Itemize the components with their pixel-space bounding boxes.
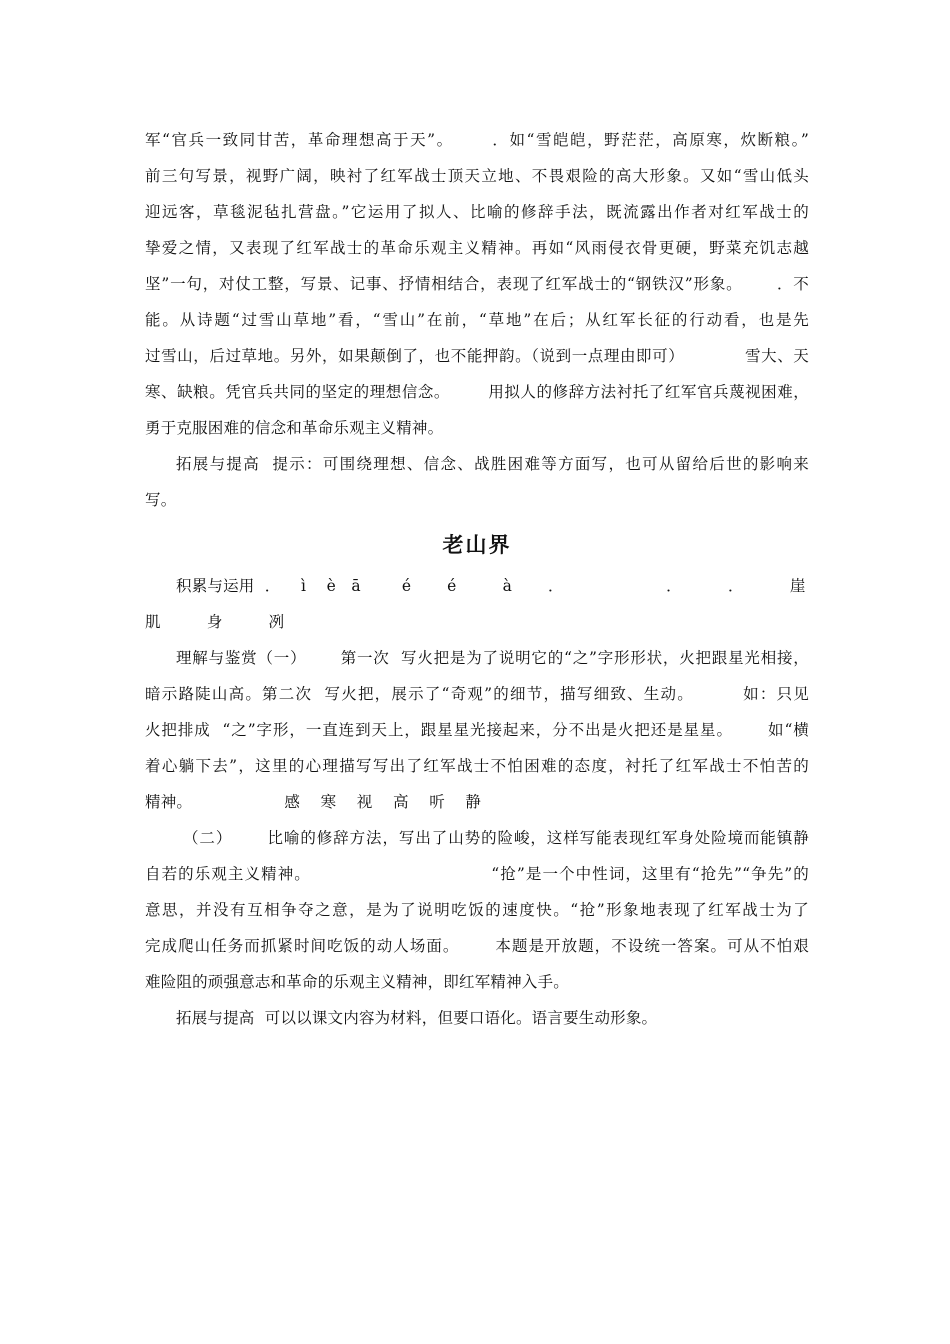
- text-line: 暗示路陡山高。第二次 写火把，展示了“奇观”的细节，描写细致、生动。 如：只见: [145, 685, 809, 703]
- section-2-extension: [145, 1000, 809, 1036]
- text-line: 拓展与提高 提示：可围绕理想、信念、战胜困难等方面写，也可从留给后世的影响来: [176, 455, 809, 473]
- text-line: 坚”一句，对仗工整，写景、记事、抒情相结合，表现了红军战士的“钢铁汉”形象。 ．不: [145, 275, 809, 293]
- text-line: 火把排成 “之”字形，一直连到天上，跟星星光接起来，分不出是火把还是星星。 如“横: [145, 721, 809, 739]
- document-page: [145, 122, 809, 1036]
- text-line: 寒、缺粮。凭官兵共同的坚定的理想信念。 用拟人的修辞方法衬托了红军官兵蔑视困难，: [145, 383, 809, 401]
- text-line: 挚爱之情，又表现了红军战士的革命乐观主义精神。再如“风雨侵衣骨更硬，野菜充饥志越: [145, 239, 809, 257]
- text-line: 前三句写景，视野广阔，映衬了红军战士顶天立地、不畏艰险的高大形象。又如“雪山低头: [145, 167, 809, 185]
- text-line: 能。从诗题“过雪山草地”看，“雪山”在前，“草地”在后；从红军长征的行动看，也是先: [145, 311, 809, 329]
- text-line: 迎远客，草毯泥毡扎营盘。”它运用了拟人、比喻的修辞手法，既流露出作者对红军战士的: [145, 203, 809, 221]
- text-line: 难险阻的顽强意志和革命的乐观主义精神，即红军精神入手。: [145, 973, 569, 991]
- text-line: 积累与运用 ． ì è ā é é à ． ． ． 崖: [176, 577, 806, 595]
- appreciation-part-2: [145, 820, 809, 1000]
- section-1-extension: [145, 446, 809, 518]
- text-line: 过雪山，后过草地。另外，如果颠倒了，也不能押韵。（说到一点理由即可） 雪大、天: [145, 347, 809, 365]
- accumulation-answers: [145, 568, 809, 640]
- text-line: 精神。 感 寒 视 高 听 静: [145, 793, 482, 811]
- text-line: 军“官兵一致同甘苦，革命理想高于天”。 ．如“雪皑皑，野茫茫，高原寒，炊断粮。”: [145, 131, 809, 149]
- text-line: 着心躺下去”，这里的心理描写写出了红军战士不怕困难的态度，衬托了红军战士不怕苦的: [145, 757, 809, 775]
- text-line: 自若的乐观主义精神。 “抢”是一个中性词，这里有“抢先”“争先”的: [145, 865, 809, 883]
- text-line: 完成爬山任务而抓紧时间吃饭的动人场面。 本题是开放题，不设统一答案。可从不怕艰: [145, 937, 809, 955]
- lesson-title: 老山界: [442, 533, 512, 557]
- text-line: 理解与鉴赏（一） 第一次 写火把是为了说明它的“之”字形形状，火把跟星光相接，: [176, 649, 809, 667]
- text-line: （二） 比喻的修辞方法，写出了山势的险峻，这样写能表现红军身处险境而能镇静: [183, 829, 809, 847]
- appreciation-part-1: [145, 640, 809, 820]
- text-line: 写。: [145, 491, 177, 509]
- text-line: 拓展与提高 可以以课文内容为材料，但要口语化。语言要生动形象。: [176, 1009, 658, 1027]
- text-line: 勇于克服困难的信念和革命乐观主义精神。: [145, 419, 444, 437]
- section-1-answers: [145, 122, 809, 446]
- text-line: 肌 身 冽: [145, 613, 285, 631]
- text-line: 意思，并没有互相争夺之意，是为了说明吃饭的速度快。“抢”形象地表现了红军战士为了: [145, 901, 809, 919]
